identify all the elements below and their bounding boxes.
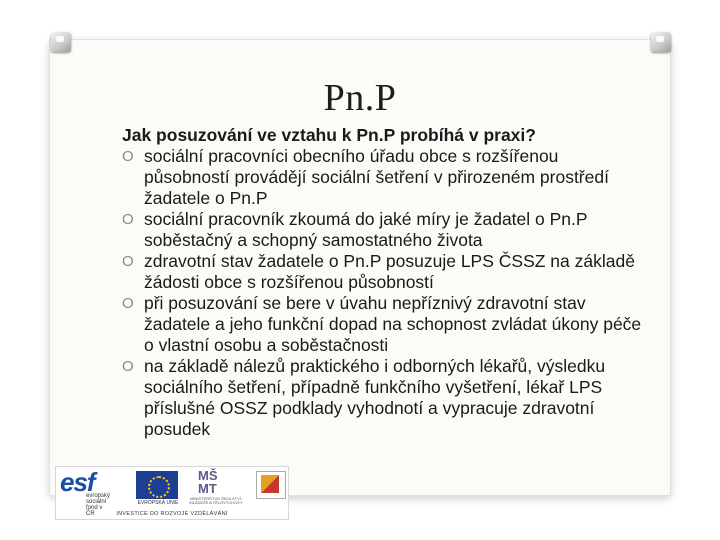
- esf-logo-letters: esf: [60, 467, 95, 497]
- bullet-marker-icon: O: [122, 295, 134, 312]
- bullet-marker-icon: O: [122, 211, 134, 228]
- msmt-caption: MINISTERSTVO ŠKOLSTVÍ, MLÁDEŽE A TĚLOVÝCHOVY: [189, 496, 243, 505]
- msmt-logo-letters: MŠ MT: [198, 468, 218, 496]
- bullet-item: [122, 209, 642, 251]
- bullet-list: [122, 146, 642, 440]
- logo-strip-footer: INVESTICE DO ROZVOJE VZDĚLÁVÁNÍ: [116, 511, 228, 517]
- slide-title: Pn.P: [323, 77, 397, 119]
- bullet-text: na základě nálezů praktického i odborných lékařů, výsledku sociálního šetření, případně funkčního vyšetření, lékař LPS příslušné OSSZ podklady vyhodnotí a vypracuje zdravotní posudek: [144, 356, 606, 439]
- bullet-item: [122, 146, 642, 209]
- pushpin-icon-left: [51, 32, 71, 52]
- bullet-item: [122, 251, 642, 293]
- slide-content: [122, 125, 642, 440]
- bullet-marker-icon: O: [122, 358, 134, 375]
- logo-strip: [55, 466, 289, 520]
- bullet-text: při posuzování se bere v úvahu nepříznivý zdravotní stav žadatele a jeho funkční dopad na schopnost zvládat úkony péče o vlastní osobu a soběstačnosti: [144, 293, 642, 355]
- content-heading: Jak posuzování ve vztahu k Pn.P probíhá v praxi?: [122, 125, 536, 145]
- eu-stars-icon: [148, 476, 170, 498]
- bullet-item: [122, 356, 642, 440]
- op-logo-icon: [261, 475, 279, 493]
- eu-caption: EVROPSKÁ UNIE: [137, 500, 179, 506]
- bullet-item: [122, 293, 642, 356]
- bullet-text: sociální pracovník zkoumá do jaké míry je žadatel o Pn.P soběstačný a schopný samostatného života: [144, 209, 588, 250]
- bullet-text: sociální pracovníci obecního úřadu obce s rozšířenou působností provádějí sociální šetření v přirozeném prostředí žadatele o Pn.P: [144, 146, 609, 208]
- bullet-marker-icon: O: [122, 148, 134, 165]
- bullet-text: zdravotní stav žadatele o Pn.P posuzuje LPS ČSSZ na základě žádosti obce s rozšířenou působností: [144, 251, 635, 292]
- esf-caption: evropský sociální fond v ČR: [86, 493, 111, 517]
- op-logo: [256, 471, 286, 499]
- bullet-marker-icon: O: [122, 253, 134, 270]
- esf-logo: [58, 467, 111, 517]
- pushpin-icon-right: [651, 32, 671, 52]
- eu-flag-icon: [136, 471, 178, 499]
